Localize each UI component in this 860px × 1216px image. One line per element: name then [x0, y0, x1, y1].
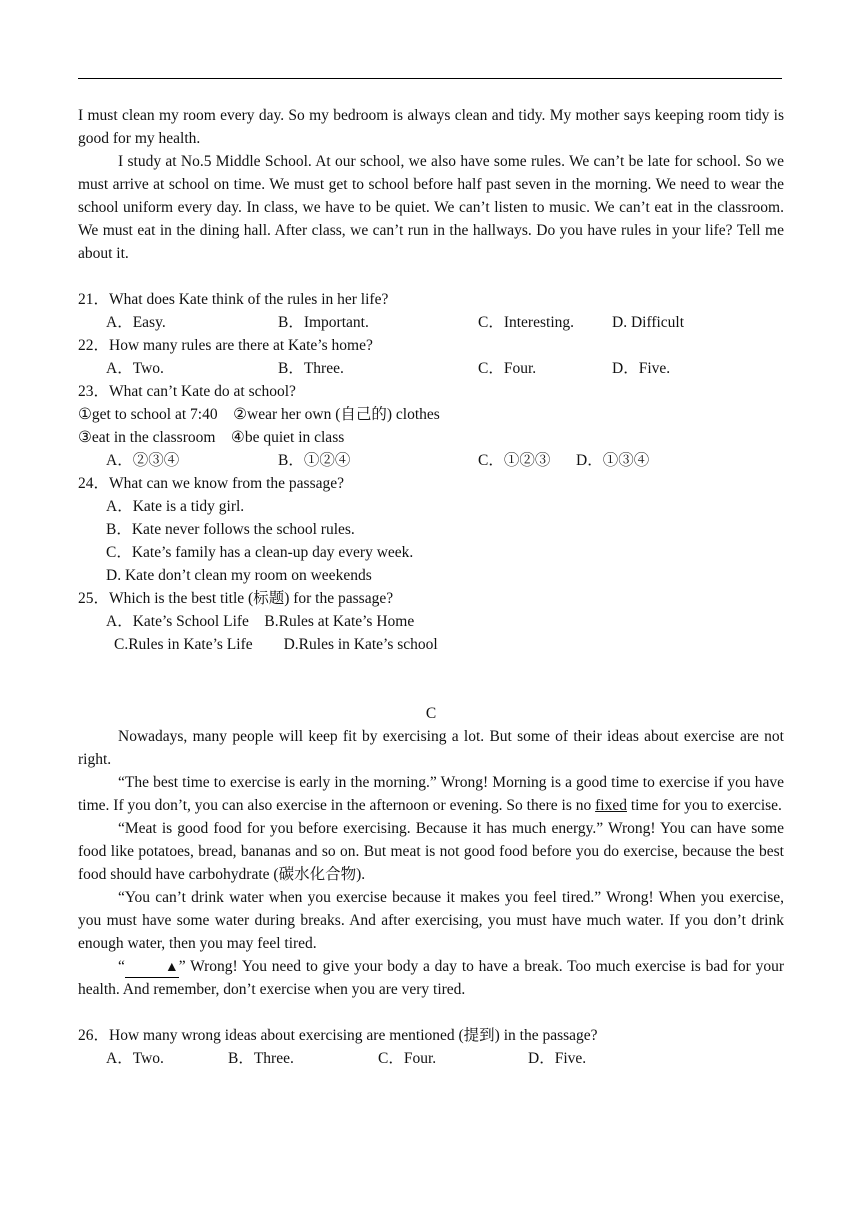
question-21-stem: 21．What does Kate think of the rules in her life? [78, 291, 389, 308]
question-22-stem: 22．How many rules are there at Kate’s home? [78, 337, 373, 354]
question-23-stem: 23．What can’t Kate do at school? [78, 383, 296, 400]
q24-option-a: A．Kate is a tidy girl. [106, 498, 245, 515]
q26-option-a: A．Two. [106, 1050, 164, 1067]
question-23-options [78, 449, 784, 472]
p2-text-after: time for you to exercise. [626, 797, 782, 814]
q22-option-b: B．Three. [278, 360, 344, 377]
triangle-blank-icon: ▲ [125, 959, 179, 978]
question-22-options [78, 357, 784, 380]
passage-b-paragraph-2: I study at No.5 Middle School. At our school, we also have some rules. We can’t be late for school. So we must arrive at school on time. We must get to school before half past seven in the morning. We need to wear the school uniform every day. In class, we have to be quiet. We can’t listen to music. We can’t eat in the classroom. We must eat in the dining hall. After class, we can’t run in the hallways. Do you have rules in your life? Tell me about it. [78, 153, 784, 262]
q21-option-d: D. Difficult [612, 314, 685, 331]
question-26-options [78, 1047, 784, 1070]
word-fixed-underlined: fixed [595, 797, 627, 814]
passage-c-paragraph-3: “Meat is good food for you before exercising. Because it has much energy.” Wrong! You can have some food like potatoes, bread, bananas and so on. But meat is not good food before you do exercise, because the best food should have carbohydrate (碳水化合物). [78, 820, 784, 883]
q23-option-b: B．①②④ [278, 452, 351, 469]
q26-option-c: C．Four. [378, 1050, 437, 1067]
q23-option-c: C．①②③ [478, 452, 551, 469]
q23-option-a: A．②③④ [106, 452, 180, 469]
passage-c-paragraph-1: Nowadays, many people will keep fit by exercising a lot. But some of their ideas about exercise are not right. [78, 728, 784, 768]
q24-option-c: C．Kate’s family has a clean-up day every week. [106, 544, 414, 561]
q23-choices-line-1: ①get to school at 7:40 ②wear her own (自己的) clothes [78, 406, 440, 423]
passage-b-paragraph-1: I must clean my room every day. So my bedroom is always clean and tidy. My mother says keeping room tidy is good for my health. [78, 107, 784, 147]
q23-option-d: D．①③④ [576, 452, 650, 469]
passage-c-paragraph-4: “You can’t drink water when you exercise because it makes you feel tired.” Wrong! When you exercise, you must have some water during breaks. And after exercising, you must have much water. If you don’t drink enough water, then you may feel tired. [78, 889, 784, 952]
document-page [78, 104, 784, 1070]
question-25-stem: 25．Which is the best title (标题) for the passage? [78, 590, 394, 607]
q25-options-line-1: A．Kate’s School Life B.Rules at Kate’s Home [106, 613, 415, 630]
passage-c-paragraph-2 [78, 771, 784, 817]
q23-choices-line-2: ③eat in the classroom ④be quiet in class [78, 429, 345, 446]
section-c-heading: C [425, 705, 437, 722]
q22-option-c: C．Four. [478, 360, 537, 377]
question-24-stem: 24．What can we know from the passage? [78, 475, 344, 492]
p5-open-quote: “ [118, 958, 125, 975]
p2-text-before: “The best time to exercise is early in the morning.” Wrong! Morning is a good time to exercise if you have time. If you don’t, you can also exercise in the afternoon or evening. So there is no [78, 774, 784, 814]
q26-option-d: D．Five. [528, 1050, 587, 1067]
q21-option-c: C．Interesting. [478, 314, 574, 331]
p5-text-rest: ” Wrong! You need to give your body a day to have a break. Too much exercise is bad for your health. And remember, don’t exercise when you are very tired. [78, 958, 784, 998]
q22-option-d: D．Five. [612, 360, 671, 377]
passage-c-paragraph-5 [78, 955, 784, 1001]
q24-option-d: D. Kate don’t clean my room on weekends [106, 567, 372, 584]
header-rule [78, 78, 782, 79]
question-26-stem: 26．How many wrong ideas about exercising are mentioned (提到) in the passage? [78, 1027, 598, 1044]
q24-option-b: B．Kate never follows the school rules. [106, 521, 355, 538]
q26-option-b: B．Three. [228, 1050, 294, 1067]
question-21-options [78, 311, 784, 334]
q22-option-a: A．Two. [106, 360, 164, 377]
q21-option-a: A．Easy. [106, 314, 166, 331]
q25-options-line-2: C.Rules in Kate’s Life D.Rules in Kate’s school [114, 636, 438, 653]
q21-option-b: B．Important. [278, 314, 369, 331]
